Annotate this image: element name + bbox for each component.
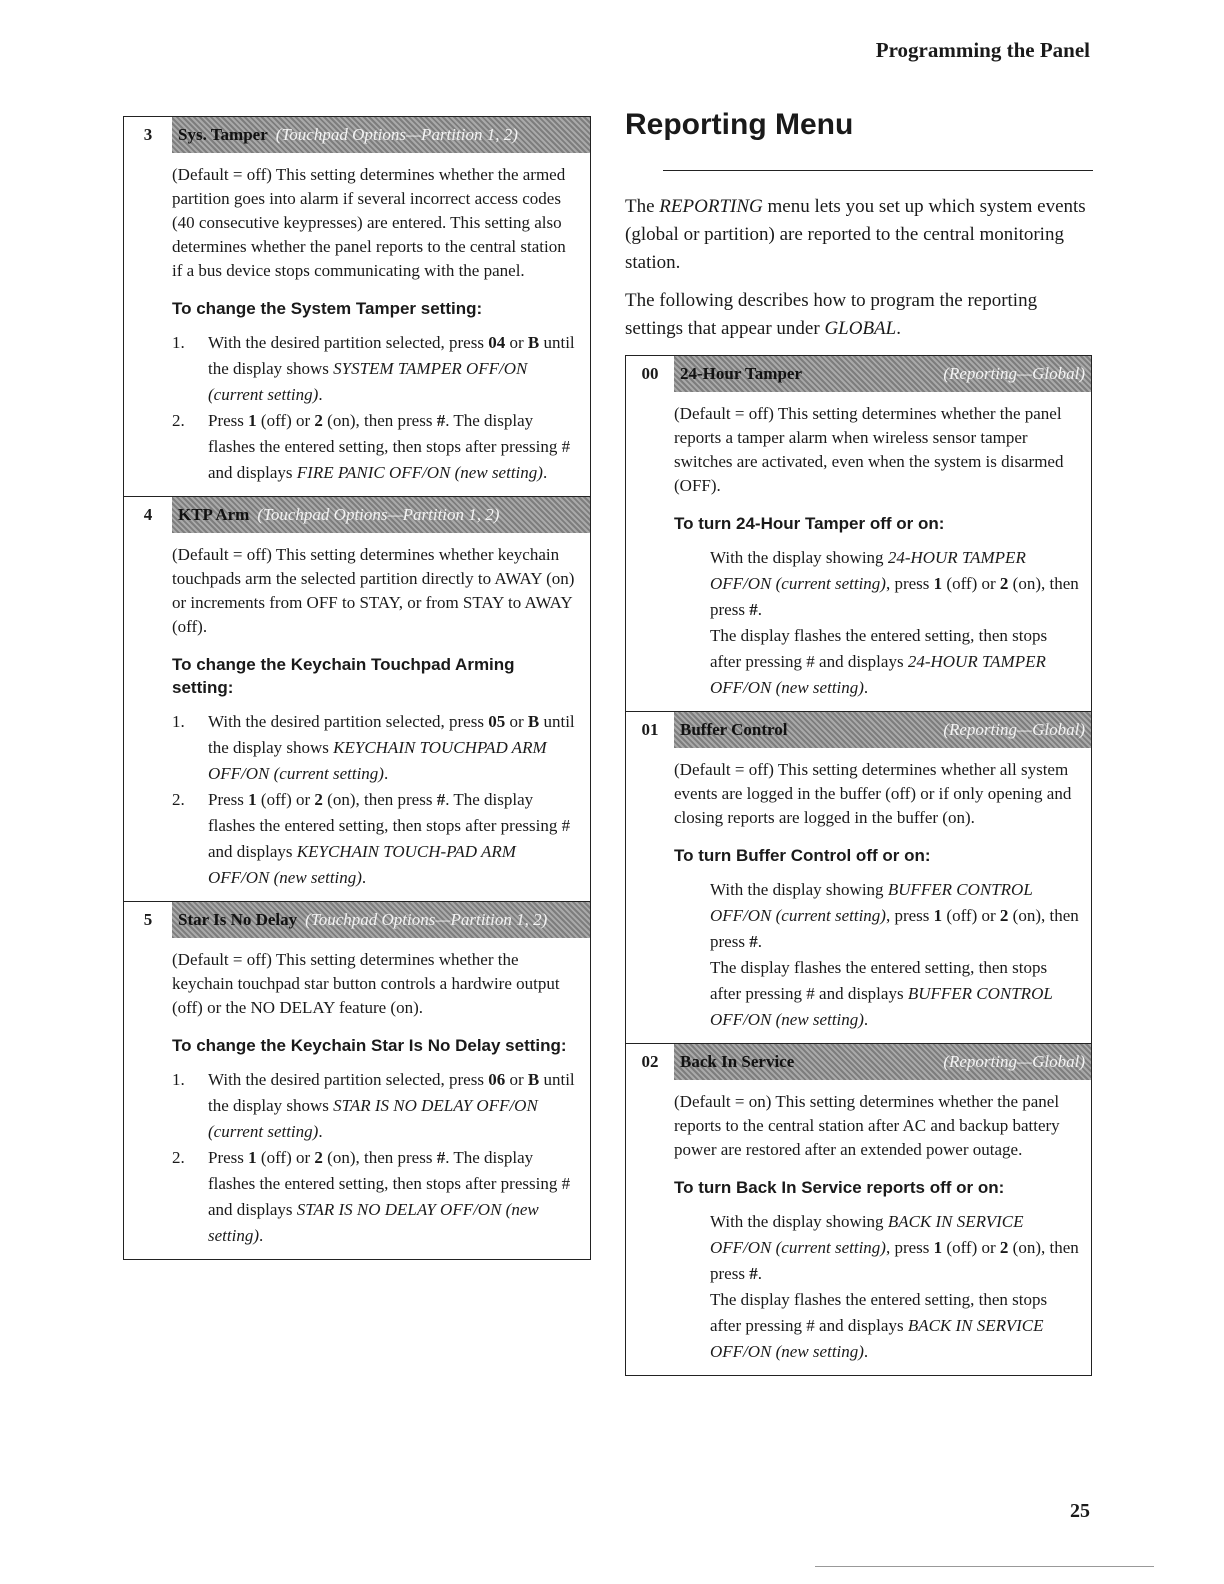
step-text: With the desired partition selected, press 06 or B until the display shows STAR IS NO DELAY OFF/ON (current setting). xyxy=(208,1070,575,1141)
step-item xyxy=(172,1145,580,1249)
procedure-line: With the display showing BUFFER CONTROL OFF/ON (current setting), press 1 (off) or 2 (on), then press #. xyxy=(710,880,1079,951)
step-number: 1. xyxy=(172,712,185,731)
option-header xyxy=(124,497,590,533)
procedure-title: To change the Keychain Star Is No Delay setting: xyxy=(172,1036,567,1055)
section-intro xyxy=(625,193,1092,343)
reporting-options xyxy=(625,355,1092,1376)
procedure-title: To turn Back In Service reports off or on: xyxy=(674,1178,1005,1197)
procedure-text xyxy=(674,1209,1081,1365)
option-title-bar xyxy=(172,117,590,153)
default-description: (Default = off) This setting determines whether all system events are logged in the buffer (off) or if only opening and closing reports are logged in the buffer (on). xyxy=(674,760,1072,827)
option-header xyxy=(626,712,1091,748)
option-body xyxy=(124,533,590,901)
title-divider xyxy=(663,170,1093,171)
step-number: 1. xyxy=(172,1070,185,1089)
step-text: Press 1 (off) or 2 (on), then press #. The display flashes the entered setting, then stops after pressing # and displays FIRE PANIC OFF/ON (new setting). xyxy=(208,411,571,482)
procedure-line: The display flashes the entered setting, then stops after pressing # and displays BUFFER CONTROL OFF/ON (new setting). xyxy=(710,958,1053,1029)
page-number: 25 xyxy=(1070,1500,1090,1522)
running-head: Programming the Panel xyxy=(875,38,1090,62)
option-title: Star Is No Delay xyxy=(178,910,298,929)
option-title: Sys. Tamper xyxy=(178,125,268,144)
default-description: (Default = off) This setting determines whether the panel reports a tamper alarm when wireless sensor tamper switches are activated, even when the system is disarmed (OFF). xyxy=(674,404,1064,495)
procedure-line: The display flashes the entered setting, then stops after pressing # and displays 24-HOUR TAMPER OFF/ON (new setting). xyxy=(710,626,1048,697)
option-title-bar xyxy=(172,902,590,938)
default-description: (Default = off) This setting determines whether the armed partition goes into alarm if several incorrect access codes (40 consecutive keypresses) are entered. This setting also determines whether the panel reports to the central station if a bus device stops communicating with the panel. xyxy=(172,165,566,280)
procedure-steps xyxy=(172,709,580,891)
step-text: Press 1 (off) or 2 (on), then press #. The display flashes the entered setting, then stops after pressing # and displays KEYCHAIN TOUCH-PAD ARM OFF/ON (new setting). xyxy=(208,790,571,887)
option-star-is-no-delay xyxy=(123,901,591,1260)
default-description: (Default = on) This setting determines whether the panel reports to the central station after AC and backup battery power are restored after an extended power outage. xyxy=(674,1092,1060,1159)
option-body xyxy=(124,153,590,496)
option-number: 4 xyxy=(143,505,153,524)
procedure-line: With the display showing BACK IN SERVICE OFF/ON (current setting), press 1 (off) or 2 (on), then press #. xyxy=(710,1212,1079,1283)
procedure-steps xyxy=(172,1067,580,1249)
step-text: Press 1 (off) or 2 (on), then press #. The display flashes the entered setting, then stops after pressing # and displays STAR IS NO DELAY OFF/ON (new setting). xyxy=(208,1148,571,1245)
step-text: With the desired partition selected, press 04 or B until the display shows SYSTEM TAMPER OFF/ON (current setting). xyxy=(208,333,575,404)
step-number: 2. xyxy=(172,1148,185,1167)
option-buffer-control xyxy=(625,711,1092,1043)
option-title-bar xyxy=(674,1044,1091,1080)
option-sys-tamper xyxy=(123,116,591,496)
option-title: 24-Hour Tamper xyxy=(680,364,803,383)
right-column xyxy=(625,100,1092,1376)
step-item xyxy=(172,709,580,787)
default-description: (Default = off) This setting determines whether the keychain touchpad star button controls a hardwire output (off) or the NO DELAY feature (on). xyxy=(172,950,560,1017)
option-title: Back In Service xyxy=(680,1052,795,1071)
option-subtitle: (Reporting—Global) xyxy=(943,720,1085,739)
bottom-rule xyxy=(815,1566,1154,1567)
option-number: 01 xyxy=(641,720,659,739)
step-number: 2. xyxy=(172,411,185,430)
option-ktp-arm xyxy=(123,496,591,901)
option-subtitle: (Reporting—Global) xyxy=(943,364,1085,383)
left-column xyxy=(123,116,591,1260)
option-body xyxy=(626,392,1091,711)
option-number: 5 xyxy=(143,910,153,929)
step-text: With the desired partition selected, press 05 or B until the display shows KEYCHAIN TOUCHPAD ARM OFF/ON (current setting). xyxy=(208,712,575,783)
procedure-title: To turn Buffer Control off or on: xyxy=(674,846,931,865)
default-description: (Default = off) This setting determines whether keychain touchpads arm the selected partition directly to AWAY (on) or increments from OFF to STAY, or from STAY to AWAY (off). xyxy=(172,545,575,636)
intro-paragraph: The REPORTING menu lets you set up which system events (global or partition) are reported to the central monitoring station. xyxy=(625,196,1086,273)
option-header xyxy=(124,117,590,153)
option-number: 00 xyxy=(641,364,659,383)
step-number: 1. xyxy=(172,333,185,352)
option-title: Buffer Control xyxy=(680,720,788,739)
option-body xyxy=(124,938,590,1259)
option-body xyxy=(626,1080,1091,1375)
procedure-title: To change the System Tamper setting: xyxy=(172,299,483,318)
step-item xyxy=(172,408,580,486)
procedure-steps xyxy=(172,330,580,486)
section-title: Reporting Menu xyxy=(625,108,854,141)
step-item xyxy=(172,1067,580,1145)
procedure-text xyxy=(674,545,1081,701)
option-title: KTP Arm xyxy=(178,505,250,524)
option-title-bar xyxy=(674,356,1091,392)
procedure-title: To turn 24-Hour Tamper off or on: xyxy=(674,514,945,533)
step-item xyxy=(172,787,580,891)
option-header xyxy=(626,356,1091,392)
step-item xyxy=(172,330,580,408)
intro-paragraph: The following describes how to program the reporting settings that appear under GLOBAL. xyxy=(625,290,1038,339)
option-back-in-service xyxy=(625,1043,1092,1376)
option-body xyxy=(626,748,1091,1043)
option-title-bar xyxy=(674,712,1091,748)
option-subtitle: (Touchpad Options—Partition 1, 2) xyxy=(305,910,548,929)
option-header xyxy=(124,902,590,938)
option-number: 3 xyxy=(143,125,153,144)
procedure-line: With the display showing 24-HOUR TAMPER OFF/ON (current setting), press 1 (off) or 2 (on), then press #. xyxy=(710,548,1079,619)
step-number: 2. xyxy=(172,790,185,809)
option-header xyxy=(626,1044,1091,1080)
option-subtitle: (Touchpad Options—Partition 1, 2) xyxy=(275,125,518,144)
procedure-title: To change the Keychain Touchpad Arming setting: xyxy=(172,655,515,697)
option-subtitle: (Touchpad Options—Partition 1, 2) xyxy=(257,505,500,524)
procedure-text xyxy=(674,877,1081,1033)
option-24-hour-tamper xyxy=(625,355,1092,711)
option-title-bar xyxy=(172,497,590,533)
option-number: 02 xyxy=(641,1052,659,1071)
option-subtitle: (Reporting—Global) xyxy=(943,1052,1085,1071)
procedure-line: The display flashes the entered setting, then stops after pressing # and displays BACK IN SERVICE OFF/ON (new setting). xyxy=(710,1290,1048,1361)
